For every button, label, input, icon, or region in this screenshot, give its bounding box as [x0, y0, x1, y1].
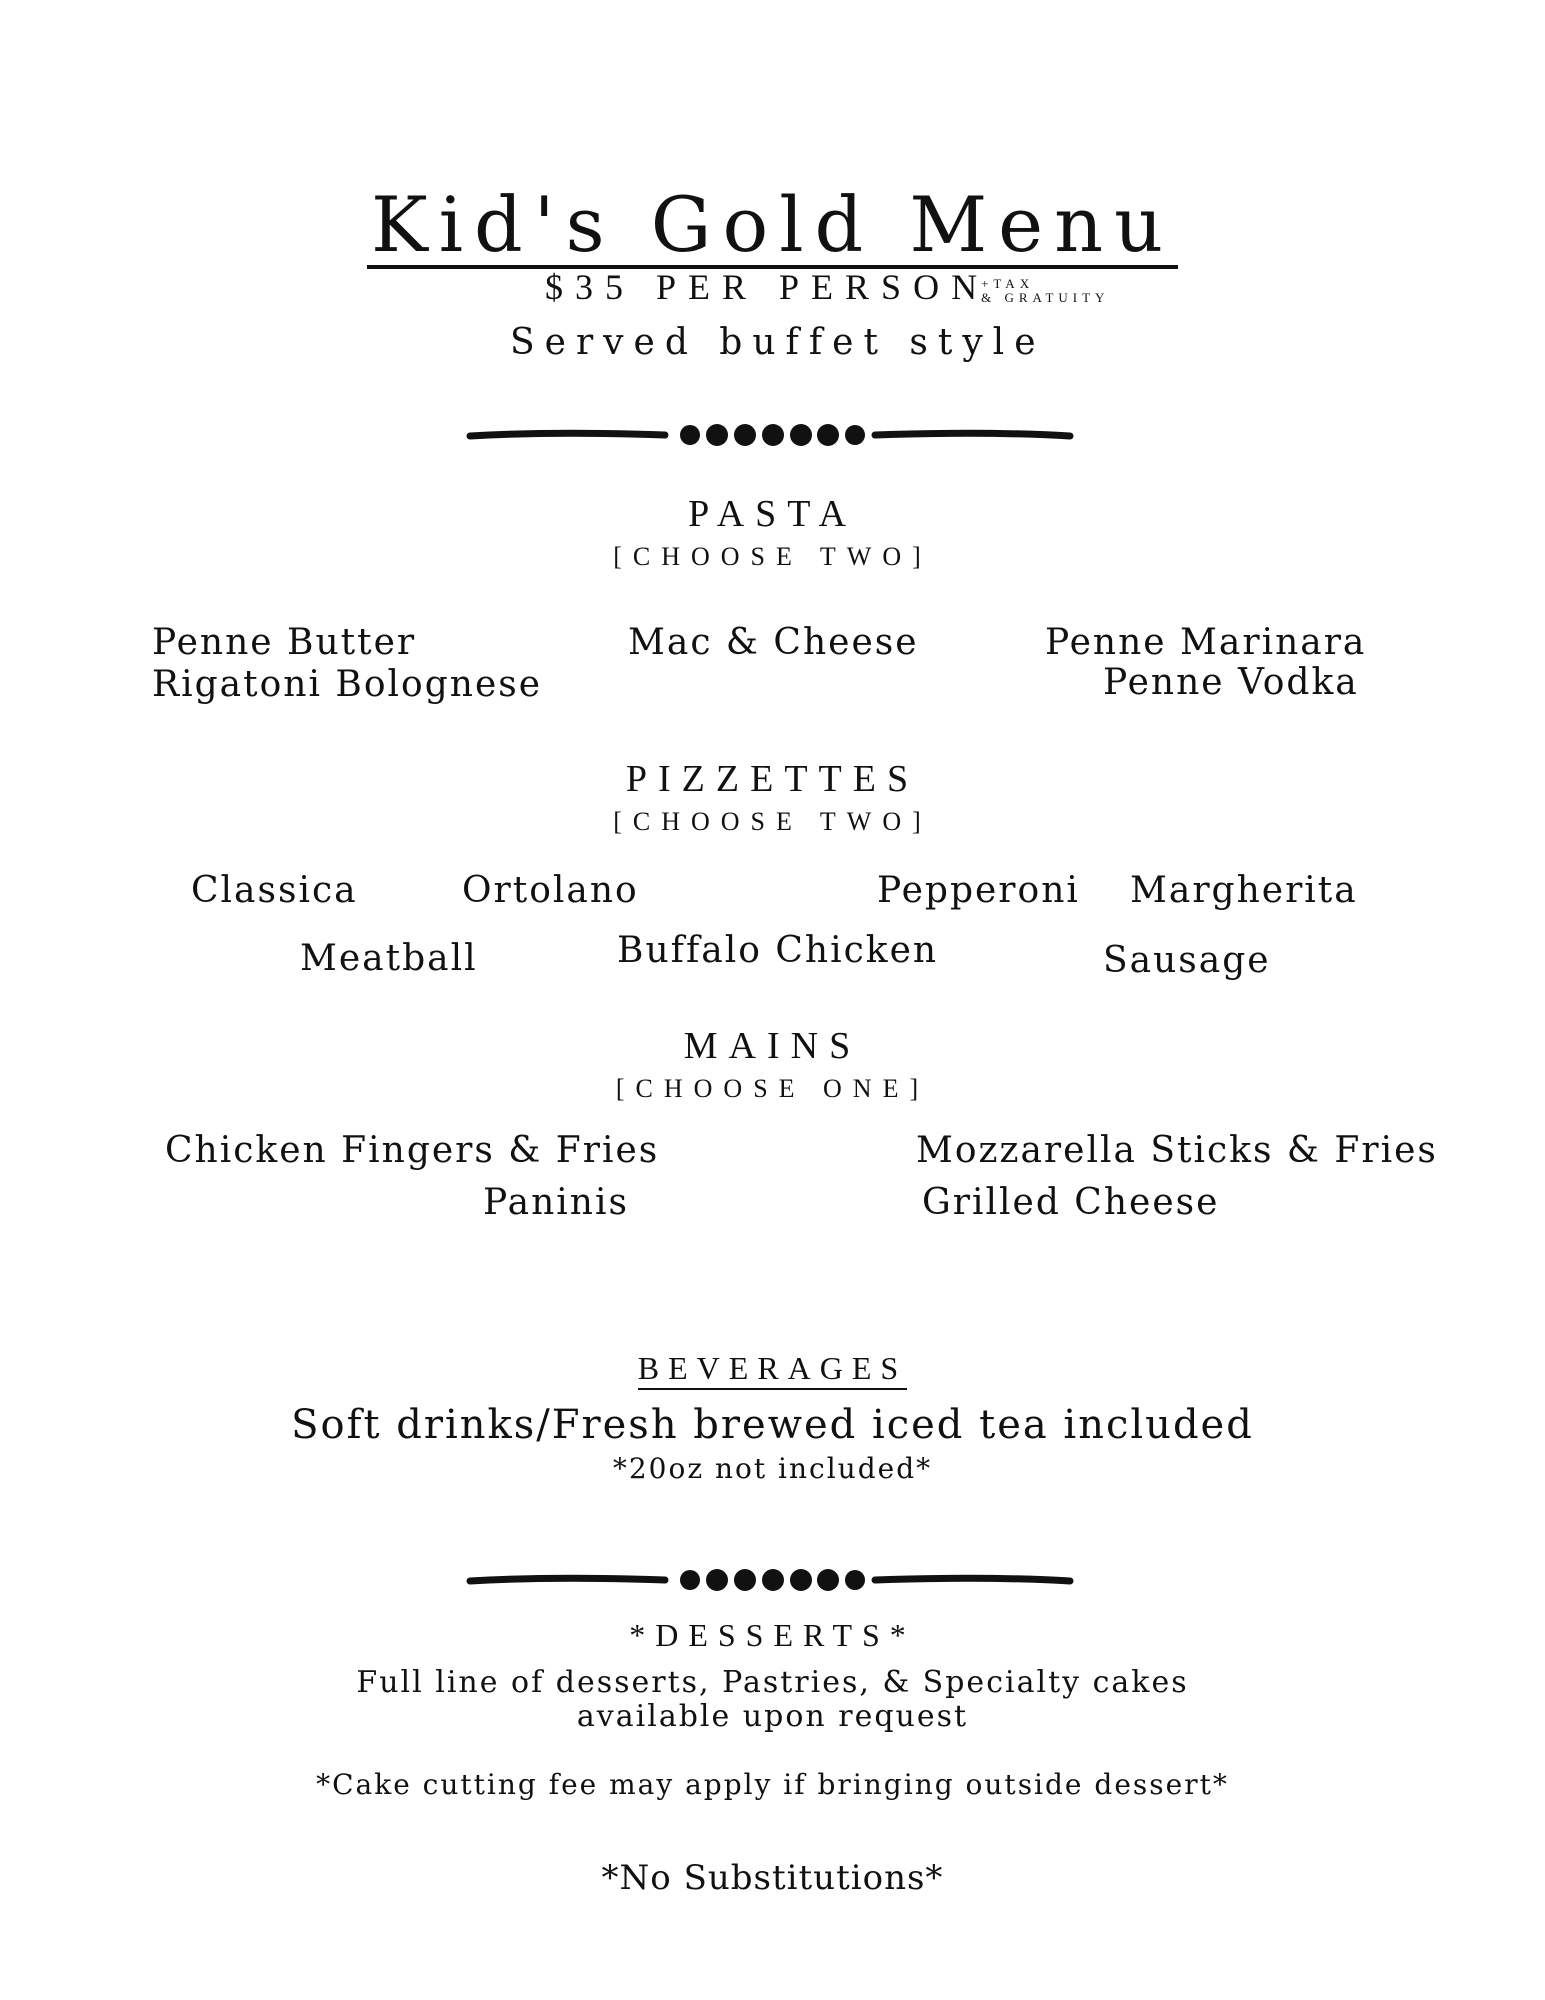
menu-title-text: Kid's Gold Menu — [367, 185, 1178, 269]
menu-title — [0, 180, 1545, 269]
beverages-title — [0, 1350, 1545, 1387]
served-style: Served buffet style — [510, 322, 1046, 363]
beverages-note: *20oz not included* — [612, 1452, 933, 1485]
desserts-line-1: Full line of desserts, Pastries, & Specialty cakes — [356, 1665, 1189, 1700]
beverages-description: Soft drinks/Fresh brewed iced tea included — [291, 1402, 1254, 1448]
pizzette-item: Ortolano — [462, 870, 639, 911]
mains-choose: [CHOOSE ONE] — [615, 1074, 930, 1103]
ornament-divider-top — [465, 415, 1075, 455]
pizzette-item: Meatball — [300, 938, 478, 979]
no-substitutions: *No Substitutions* — [601, 1858, 944, 1898]
pizzette-item: Margherita — [1130, 870, 1358, 911]
price-text: $35 PER PERSON — [545, 267, 990, 307]
ornament-divider-bottom — [465, 1560, 1075, 1600]
desserts-line-2: available upon request — [576, 1699, 969, 1734]
desserts-title: *DESSERTS* — [629, 1617, 916, 1653]
main-item: Grilled Cheese — [922, 1182, 1220, 1223]
price-line — [545, 266, 1109, 308]
pizzette-item: Sausage — [1103, 940, 1271, 981]
pasta-item: Penne Vodka — [1103, 662, 1359, 703]
beverages-title-text: BEVERAGES — [638, 1350, 907, 1390]
pizzettes-choose: [CHOOSE TWO] — [613, 807, 932, 836]
pasta-title: PASTA — [688, 493, 857, 535]
pizzette-item: Classica — [191, 870, 358, 911]
mains-title: MAINS — [683, 1025, 862, 1067]
price-note-tax: +TAX — [981, 275, 1035, 291]
main-item: Mozzarella Sticks & Fries — [916, 1130, 1438, 1171]
pasta-item: Rigatoni Bolognese — [152, 664, 543, 705]
pizzette-item: Pepperoni — [877, 870, 1080, 911]
cake-cutting-note: *Cake cutting fee may apply if bringing outside dessert* — [316, 1768, 1229, 1801]
price-note-gratuity: & GRATUITY — [981, 289, 1110, 305]
main-item: Chicken Fingers & Fries — [165, 1130, 660, 1171]
pasta-item: Mac & Cheese — [628, 622, 919, 663]
pizzettes-title: PIZZETTES — [625, 758, 920, 800]
pizzette-item: Buffalo Chicken — [617, 930, 939, 971]
price-note — [981, 277, 1109, 305]
main-item: Paninis — [483, 1182, 629, 1223]
pasta-item: Penne Marinara — [1045, 622, 1367, 663]
pasta-item: Penne Butter — [152, 622, 417, 663]
pasta-choose: [CHOOSE TWO] — [613, 542, 932, 571]
